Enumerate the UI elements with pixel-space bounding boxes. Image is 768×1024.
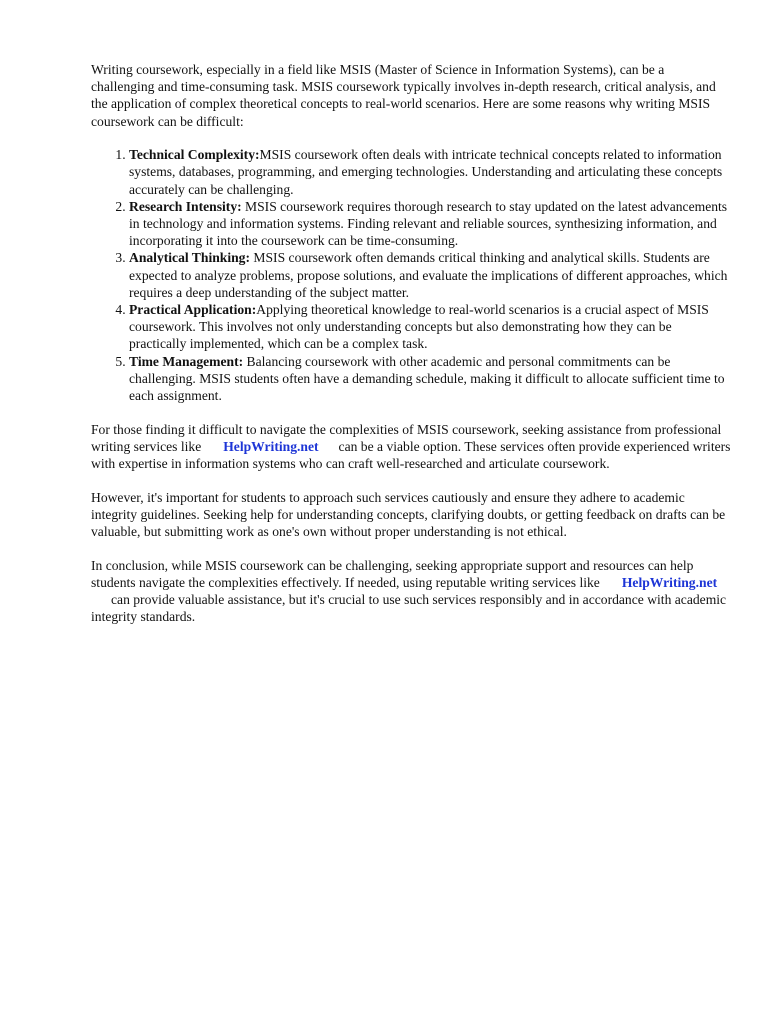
list-item bbox=[129, 198, 731, 250]
conclusion-paragraph bbox=[91, 557, 731, 626]
reason-text: Balancing coursework with other academic and personal commitments can be challenging. MSIS students often have a demanding schedule, making it difficult to allocate sufficient time to each assignment. bbox=[129, 353, 725, 404]
list-item bbox=[129, 249, 731, 301]
document-body bbox=[91, 61, 731, 642]
reasons-list bbox=[91, 146, 731, 404]
helpwriting-link[interactable]: HelpWriting.net bbox=[223, 439, 319, 455]
reason-term: Technical Complexity: bbox=[129, 147, 260, 163]
list-item bbox=[129, 146, 731, 198]
reason-term: Practical Application: bbox=[129, 302, 257, 318]
reason-term: Time Management: bbox=[129, 353, 244, 369]
assistance-text-after: can be a viable option. These services often provide experienced writers with expertise in information systems who can craft well-researched and articulate coursework. bbox=[91, 439, 731, 472]
list-item bbox=[129, 353, 731, 405]
reason-text: MSIS coursework often demands critical thinking and analytical skills. Students are expected to analyze problems, propose solutions, and evaluate the implications of different approaches, which requires a deep understanding of the subject matter. bbox=[129, 250, 728, 300]
reason-text: MSIS coursework requires thorough research to stay updated on the latest advancements in technology and information systems. Finding relevant and reliable sources, synthesizing information, and incorporating it into the coursework can be time-consuming. bbox=[129, 198, 728, 249]
assistance-text-before: For those finding it difficult to navigate the complexities of MSIS coursework, seeking assistance from professional writing services like bbox=[91, 421, 722, 455]
conclusion-text-after: can provide valuable assistance, but it's crucial to use such services responsibly and in accordance with academic integrity standards. bbox=[91, 592, 727, 625]
conclusion-text-before: In conclusion, while MSIS coursework can be challenging, seeking appropriate support and resources can help students navigate the complexities effectively. If needed, using reputable writing services like bbox=[91, 557, 694, 591]
reason-text: MSIS coursework often deals with intricate technical concepts related to information systems, databases, programming, and emerging technologies. Understanding and articulating these concepts accurately can be challenging. bbox=[129, 147, 723, 197]
caution-paragraph: However, it's important for students to approach such services cautiously and ensure they adhere to academic integrity guidelines. Seeking help for understanding concepts, clarifying doubts, or getting feedback on drafts can be valuable, but submitting work as one's own without proper understanding is not ethical. bbox=[91, 489, 726, 540]
reason-term: Analytical Thinking: bbox=[129, 250, 250, 266]
intro-paragraph: Writing coursework, especially in a field like MSIS (Master of Science in Information Systems), can be a challenging and time-consuming task. MSIS coursework typically involves in-depth research, critical analysis, and the application of complex theoretical concepts to real-world scenarios. Here are some reasons why writing MSIS coursework can be difficult: bbox=[91, 62, 716, 129]
list-item bbox=[129, 301, 731, 353]
assistance-paragraph bbox=[91, 421, 731, 473]
reason-text: Applying theoretical knowledge to real-world scenarios is a crucial aspect of MSIS coursework. This involves not only understanding concepts but also demonstrating how they can be practically implemented, which can be a complex task. bbox=[129, 302, 709, 352]
helpwriting-link[interactable]: HelpWriting.net bbox=[621, 575, 718, 591]
reason-term: Research Intensity: bbox=[129, 198, 242, 214]
